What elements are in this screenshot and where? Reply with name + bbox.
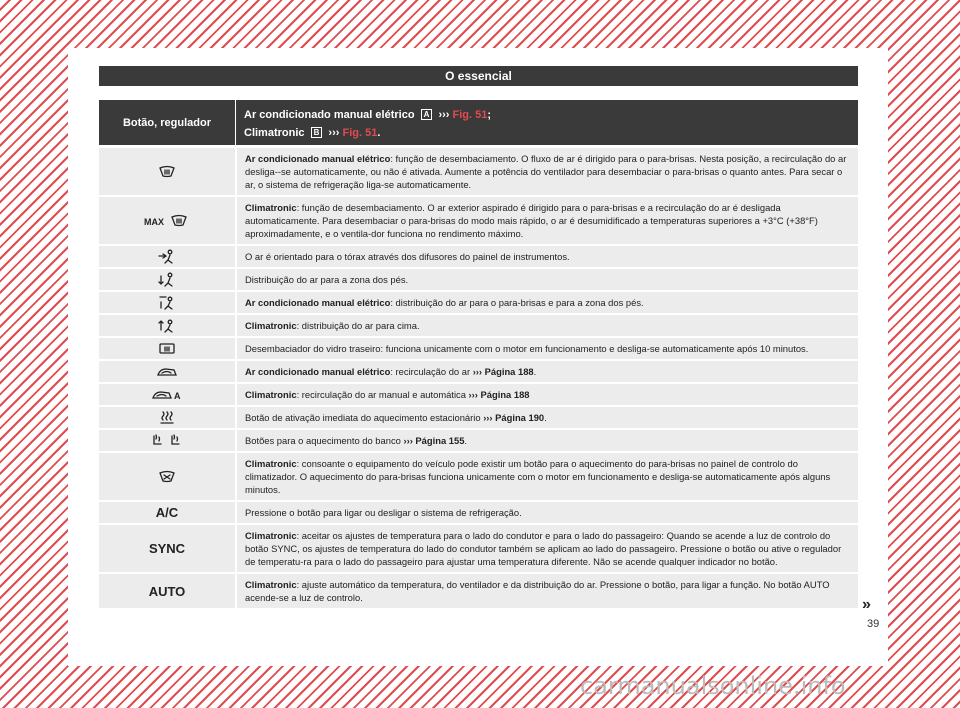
parking-heater-icon <box>99 407 237 428</box>
row-description <box>237 246 858 267</box>
page-reference-link[interactable]: ››› Página 155 <box>403 435 465 446</box>
table-row <box>99 407 858 428</box>
row-description <box>237 453 858 500</box>
auto-icon: AUTO <box>99 574 237 608</box>
ac-icon: A/C <box>99 502 237 523</box>
table-row <box>99 246 858 267</box>
table-row <box>99 338 858 359</box>
air-to-chest-icon <box>99 246 237 267</box>
row-text: : recirculação do ar manual e automática <box>296 389 469 400</box>
header-arrow-1: ››› <box>438 109 450 121</box>
header-fig-ref-1[interactable]: Fig. 51 <box>452 109 488 121</box>
watermark-text: carmanualsonline.info <box>580 672 846 700</box>
rear-defrost-icon <box>99 338 237 359</box>
table-row <box>99 315 858 336</box>
row-subject: Climatronic <box>245 458 297 469</box>
row-punct: . <box>533 366 537 377</box>
continue-mark: » <box>862 596 871 613</box>
table-row <box>99 361 858 382</box>
sync-icon: SYNC <box>99 525 237 572</box>
column-header-control <box>99 100 236 145</box>
section-title-bar <box>99 66 858 86</box>
air-to-feet-icon <box>99 269 237 290</box>
windshield-heating-icon <box>99 453 237 500</box>
table-row <box>99 292 858 313</box>
row-description <box>237 574 858 608</box>
air-windshield-feet-icon <box>99 292 237 313</box>
row-text: Botões para o aquecimento do banco <box>245 435 404 446</box>
row-subject: Climatronic <box>245 320 297 331</box>
table-row <box>99 148 858 195</box>
row-punct: . <box>544 412 547 423</box>
row-text: : ajuste automático da temperatura, do ventilador e da distribuição do ar. Pressione o botão, para ligar a função. No botão AUTO acende-se a luz de controlo. <box>245 579 830 603</box>
row-description <box>237 361 858 382</box>
table-row <box>99 269 858 290</box>
row-subject: Climatronic <box>245 530 297 541</box>
row-text: : consoante o equipamento do veículo pode existir um botão para o aquecimento do para-brisas no painel de controlo do climatizador. O aquecimento do para-brisas funciona unicamente com o motor em funcionamento e desliga-se automaticamente após alguns minutos. <box>245 458 831 495</box>
row-text: Pressione o botão para ligar ou desligar o sistema de refrigeração. <box>245 507 522 518</box>
row-description <box>237 292 858 313</box>
header-punct-1: ; <box>487 109 492 121</box>
table-row <box>99 197 858 244</box>
header-punct-2: . <box>377 127 381 139</box>
row-description <box>237 430 858 451</box>
section-title: O essencial <box>445 69 512 83</box>
row-text: O ar é orientado para o tórax através dos difusores do painel de instrumentos. <box>245 251 570 262</box>
recirculation-auto-icon <box>99 384 237 405</box>
page-reference-link[interactable]: ››› Página 188 <box>468 389 530 400</box>
row-text: Desembaciador do vidro traseiro: funciona unicamente com o motor em funcionamento e desliga-se automaticamente após 10 minutos. <box>245 343 809 354</box>
row-description <box>237 525 858 572</box>
max-label: MAX <box>144 216 164 227</box>
column-header-control-label: Botão, regulador <box>122 116 211 129</box>
header-climatronic-label: Climatronic <box>244 127 305 139</box>
column-header-description <box>236 100 858 145</box>
header-manual-ac-label: Ar condicionado manual elétrico <box>244 109 415 121</box>
badge-b: B <box>311 127 323 138</box>
row-text: Botão de ativação imediata do aquecimento estacionário <box>245 412 484 423</box>
row-description <box>237 384 858 405</box>
recirculation-icon <box>99 361 237 382</box>
row-text: : função de desembaciamento. O fluxo de ar é dirigido para o para-brisas. Nesta posição, a recirculação do ar desliga--se automaticamente, ou não é ativada. Aumente a potência do ventilador para desembaciar o para-brisas o quanto antes. Para secar o ar, o sistema de refrigeração liga-se automaticamente. <box>245 153 847 190</box>
table-row <box>99 384 858 405</box>
row-subject: Ar condicionado manual elétrico <box>245 366 391 377</box>
row-description <box>237 148 858 195</box>
row-text: : função de desembaciamento. O ar exterior aspirado é dirigido para o para-brisas e a recirculação do ar é desligada automaticamente. Para desembaciar o para-brisas do modo mais rápido, o ar é desumidificado a temperaturas superiores a +3°C (+38°F) aproximadamente, e o ventila-dor funciona no rendimento máximo. <box>245 202 818 239</box>
row-description <box>237 338 858 359</box>
table-header <box>99 100 858 145</box>
header-fig-ref-2[interactable]: Fig. 51 <box>342 127 378 139</box>
air-upward-icon <box>99 315 237 336</box>
row-subject: Climatronic <box>245 579 297 590</box>
page-reference-link[interactable]: ››› Página 190 <box>483 412 545 423</box>
seat-heating-icon <box>99 430 237 451</box>
table-row <box>99 502 858 523</box>
table-body <box>99 148 858 610</box>
row-text: : distribuição do ar para cima. <box>296 320 420 331</box>
row-punct: . <box>464 435 468 446</box>
row-subject: Climatronic <box>245 202 297 213</box>
page-reference-link[interactable]: ››› Página 188 <box>472 366 534 377</box>
row-text: : aceitar os ajustes de temperatura para o lado do condutor e para o lado do passageiro: Quando se acende a luz de controlo do botão SYNC, os ajustes de temperatura do lado do condutor também se aplicam ao lado do passageiro. Pressione o botão ou ative o regulador de temperatu-ra para o lado do passageiro para ajustar uma temperatura diferente. Não se acende qualquer indicador no botão. <box>245 530 842 567</box>
table-row <box>99 574 858 608</box>
row-description <box>237 407 858 428</box>
page-number: 39 <box>867 618 880 630</box>
table-row <box>99 453 858 500</box>
max-defrost-icon <box>99 197 237 244</box>
header-arrow-2: ››› <box>328 127 340 139</box>
row-description <box>237 315 858 336</box>
badge-a: A <box>421 109 433 120</box>
table-row <box>99 525 858 572</box>
row-subject: Ar condicionado manual elétrico <box>245 153 391 164</box>
windshield-defrost-icon <box>99 148 237 195</box>
row-description <box>237 502 858 523</box>
row-text: Distribuição do ar para a zona dos pés. <box>245 274 409 285</box>
row-text: : distribuição do ar para o para-brisas e para a zona dos pés. <box>390 297 644 308</box>
row-text: : recirculação do ar <box>390 366 473 377</box>
row-subject: Climatronic <box>245 389 297 400</box>
row-subject: Ar condicionado manual elétrico <box>245 297 391 308</box>
auto-letter: A <box>174 390 181 401</box>
table-row <box>99 430 858 451</box>
row-description <box>237 197 858 244</box>
row-description <box>237 269 858 290</box>
